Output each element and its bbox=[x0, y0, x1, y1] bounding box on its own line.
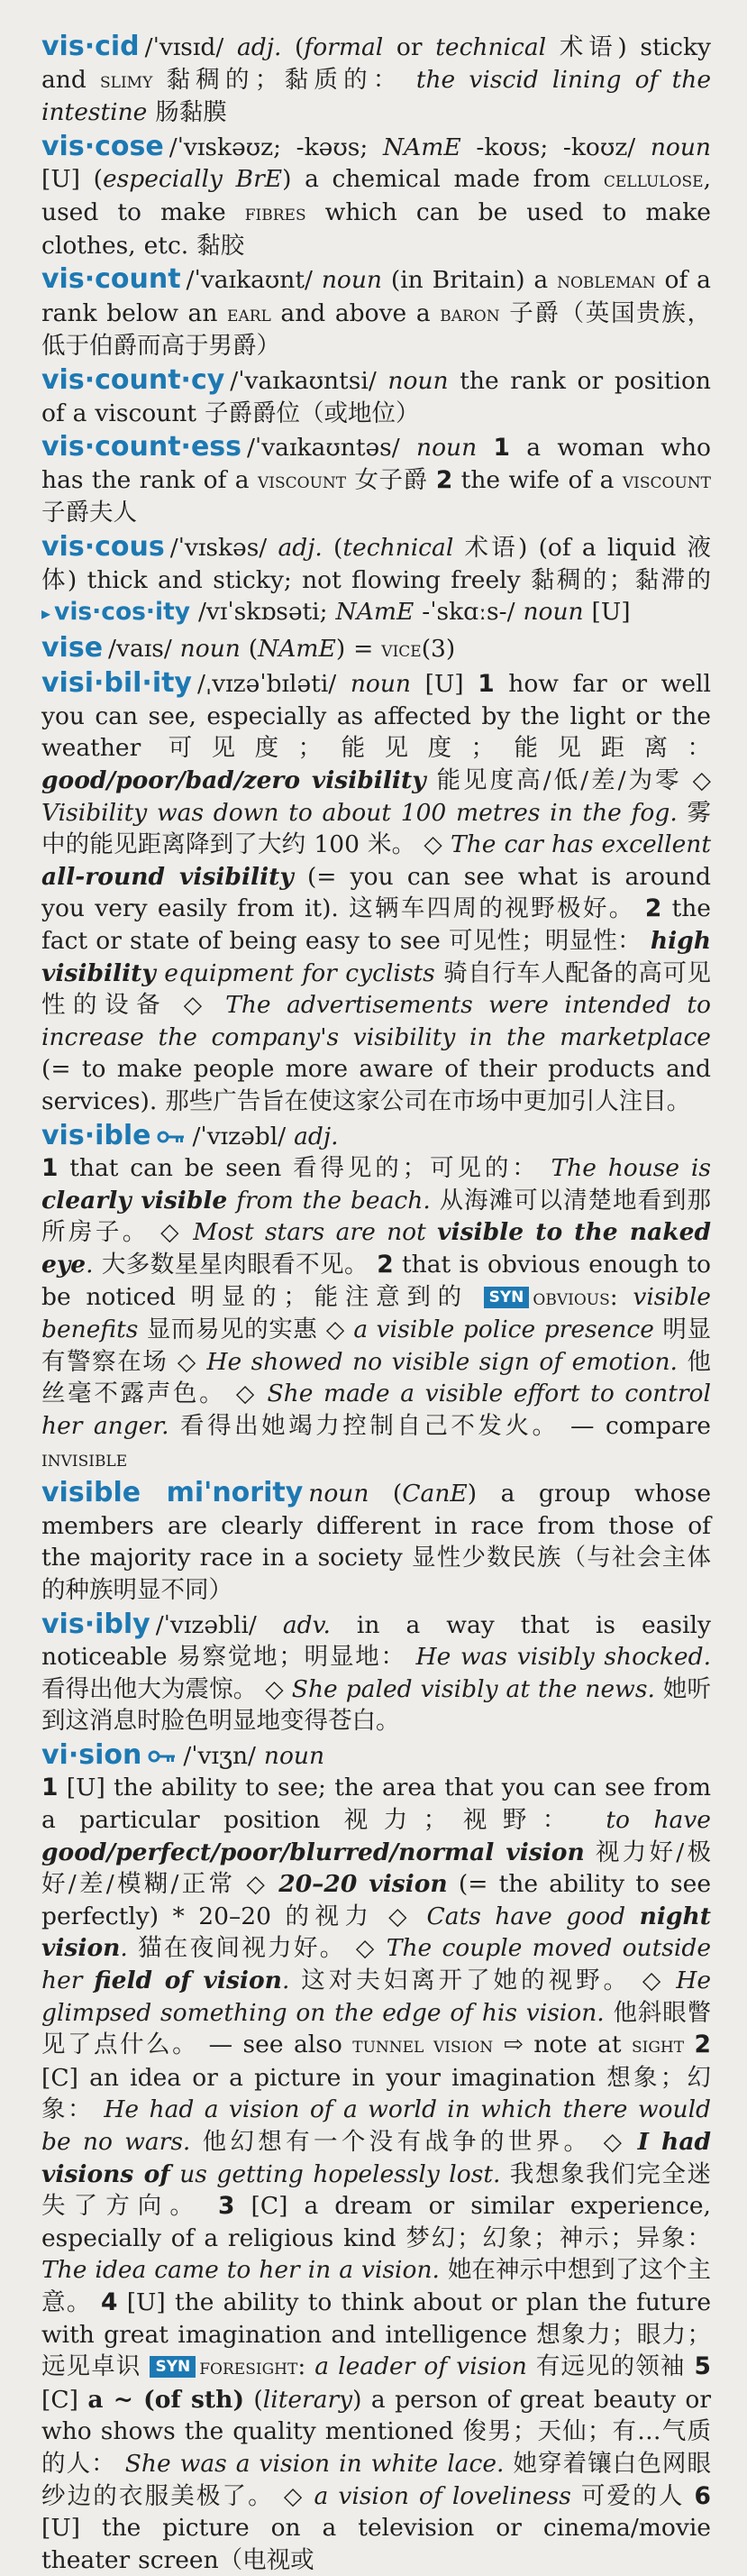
sense-number: 1 bbox=[493, 434, 510, 463]
cross-reference-text: cellulose bbox=[603, 167, 704, 193]
cross-reference-text: invisible bbox=[41, 1445, 128, 1471]
entry-text: 他幻想有一个没有战争的世界。 ◇ bbox=[190, 2128, 638, 2156]
entry-text bbox=[477, 434, 493, 462]
collocation-text: clearly visible bbox=[41, 1186, 228, 1215]
entry-text: ) a group whose members are clearly different in race from those of the majority race in a society 显性少数民族（与社会主体的种族明显不同） bbox=[41, 1480, 712, 1604]
headword: vise bbox=[41, 631, 104, 664]
italic-text: a leader of vision bbox=[314, 2352, 527, 2381]
italic-text: noun bbox=[308, 1480, 369, 1508]
entry-viscountcy bbox=[41, 364, 711, 429]
entry-text: /ˈvɪzəbl/ bbox=[192, 1122, 295, 1150]
italic-text: noun bbox=[650, 133, 711, 161]
entry-text: /vɪˈskɒsəti; bbox=[190, 598, 336, 627]
entry-visible bbox=[41, 1120, 711, 1476]
italic-text: He had a vision of a world in which there would be no wars. bbox=[41, 2095, 712, 2156]
entry-text: a woman who has the rank of a bbox=[41, 434, 711, 494]
entry-text: 术语) (of a liquid 液体) thick and sticky; not flowing freely 黏稠的；黏滞的 bbox=[41, 533, 712, 594]
italic-text: adj. bbox=[294, 1122, 339, 1150]
italic-text: adj. bbox=[278, 533, 323, 562]
cross-reference-text: obvious bbox=[533, 1284, 610, 1310]
italic-text: formal bbox=[304, 33, 384, 61]
italic-text: noun bbox=[416, 434, 478, 463]
italic-text: Most stars are not bbox=[193, 1218, 438, 1247]
italic-text: Visibility was down to about 100 metres in the fog. bbox=[41, 798, 678, 827]
entry-text: that can be seen 看得见的；可见的： bbox=[58, 1154, 540, 1183]
entry-text: , used to make bbox=[41, 165, 711, 226]
entry-text: 显而易见的实惠 ◇ bbox=[138, 1316, 354, 1344]
entry-text: 他斜眼瞥见了点什么。 — see also bbox=[41, 1998, 711, 2059]
entry-text: 她在神示中想到了这个主意。 bbox=[41, 2256, 711, 2316]
entry-text: ( bbox=[369, 1480, 403, 1508]
entry-text: 术语) sticky and bbox=[41, 33, 711, 94]
entry-text: /ˈvaɪkaʊntəs/ bbox=[247, 434, 416, 463]
cross-reference-text: viscount bbox=[258, 467, 347, 493]
entry-text: 明显有警察在场 ◇ bbox=[41, 1316, 711, 1376]
entry-text: ) a chemical made from bbox=[282, 165, 604, 194]
entry-text: /ˈvaɪkaʊntsi/ bbox=[230, 366, 388, 395]
sense-number: 4 bbox=[100, 2287, 118, 2316]
entry-text: 视力好/极好/差/模糊/正常 ◇ bbox=[41, 1838, 711, 1899]
entry-text: the fact or state of being easy to see 可见性；明显性： bbox=[41, 894, 711, 956]
entry-text: 子爵夫人 bbox=[41, 499, 137, 527]
entry-text: /ˈvɪzəbli/ bbox=[155, 1610, 283, 1639]
entry-text: which can be used to make clothes, etc. 黏胶 bbox=[41, 197, 711, 260]
collocation-text: I had visions of bbox=[41, 2128, 712, 2188]
key-icon bbox=[158, 1121, 185, 1135]
headword: vis·count·ess bbox=[41, 431, 241, 463]
cross-reference-text: slimy bbox=[100, 67, 153, 93]
italic-text: NAmE bbox=[335, 598, 414, 627]
entry-text: 我想象我们完全迷失了方向。 bbox=[41, 2159, 711, 2221]
entry-text: [C] bbox=[41, 2385, 88, 2414]
entry-text: ( bbox=[281, 33, 305, 61]
entry-text: ( bbox=[240, 634, 259, 663]
entry-text: 她穿着镶白色网眼纱边的衣服美极了。 ◇ bbox=[41, 2449, 711, 2510]
italic-text: noun bbox=[387, 366, 449, 395]
entry-viscose bbox=[41, 131, 711, 261]
italic-text: technical bbox=[435, 33, 547, 61]
italic-text: The couple moved outside her bbox=[41, 1934, 711, 1995]
headword: vis·count bbox=[41, 263, 181, 296]
collocation-text: all-round visibility bbox=[41, 862, 294, 891]
entry-text: how far or well you can see, especially as affected by the light or the weather 可见度；能见度；能见距离： bbox=[41, 670, 711, 763]
entry-text: 肠黏膜 bbox=[147, 98, 227, 127]
collocation-text: high visibility bbox=[41, 927, 711, 987]
entry-text: /vaɪs/ bbox=[108, 634, 180, 663]
italic-text: The advertisements were intended to increase the company's visibility in the marketplace bbox=[41, 991, 712, 1051]
entry-text: /ˈvɪskəs/ bbox=[169, 533, 278, 562]
collocation-text: field of vision bbox=[94, 1966, 282, 1995]
headword: vis·cid bbox=[41, 31, 140, 62]
entry-text: /ˌvɪzəˈbɪləti/ bbox=[197, 670, 351, 699]
headword: visible mi'nority bbox=[41, 1477, 304, 1509]
entry-viscous bbox=[41, 531, 711, 630]
entry-text: 他丝毫不露声色。 ◇ bbox=[41, 1347, 711, 1408]
italic-text: . bbox=[120, 1934, 128, 1963]
entry-text: -koʊs; -koʊz/ bbox=[460, 133, 651, 161]
italic-text: He was visibly shocked. bbox=[405, 1643, 711, 1672]
cross-reference-text: viscount bbox=[622, 467, 711, 493]
entry-text: (= the ability to see perfectly) * 20–20 的视力 ◇ bbox=[41, 1870, 712, 1930]
entry-text: /ˈvɪsɪd/ bbox=[144, 33, 237, 61]
entry-text: 看得出她竭力控制自己不发火。 — compare bbox=[169, 1411, 711, 1440]
entry-text: 可爱的人 bbox=[570, 2481, 695, 2510]
entry-text: /ˈvɪskəʊz; -kəʊs; bbox=[169, 133, 383, 161]
entry-text: 从海滩可以清楚地看到那所房子。 ◇ bbox=[41, 1186, 711, 1247]
entry-text: ( bbox=[243, 2385, 263, 2414]
italic-text: CanE bbox=[402, 1480, 468, 1508]
italic-text: He glimpsed something on the edge of his vision. bbox=[41, 1966, 711, 2027]
entry-text: 看得出他大为震惊。 ◇ bbox=[41, 1674, 292, 1703]
entry-visibility bbox=[41, 667, 711, 1117]
entry-text: ( bbox=[322, 533, 343, 562]
entry-text: of a rank below an bbox=[41, 266, 711, 327]
collocation-text: good/perfect/poor/blurred/normal vision bbox=[41, 1838, 585, 1866]
entry-text: (= you can see what is around you very easily from it). 这辆车四周的视野极好。 bbox=[41, 862, 711, 923]
entry-text: 骑自行车人配备的高可见性的设备 ◇ bbox=[41, 958, 711, 1020]
entry-text: [C] a dream or similar experience, especially of a religious kind 梦幻；幻象；神示；异象： bbox=[41, 2192, 711, 2252]
collocation-text: good/poor/bad/zero visibility bbox=[41, 766, 426, 795]
derivative-word: vis·cos·ity bbox=[54, 598, 191, 627]
italic-text: noun bbox=[263, 1741, 325, 1770]
entry-text: [U] the picture on a television or cinema/movie theater screen（电视或 bbox=[41, 2514, 711, 2574]
entry-text: ) a person of great beauty or who shows the quality mentioned 俊男；天仙；有…气质的人： bbox=[41, 2385, 711, 2478]
collocation-text: 20–20 vision bbox=[278, 1870, 448, 1899]
entry-text: : bbox=[609, 1282, 633, 1311]
cross-reference-text: nobleman bbox=[557, 268, 656, 294]
italic-text: NAmE bbox=[258, 634, 336, 663]
italic-text: adj. bbox=[236, 33, 282, 61]
entry-text: [U] ( bbox=[41, 165, 103, 194]
cross-reference-text: baron bbox=[440, 300, 500, 326]
entry-text: -ˈskɑːs-/ bbox=[414, 598, 524, 627]
entry-text: or bbox=[383, 33, 436, 61]
entry-text: 女子爵 bbox=[346, 465, 436, 494]
italic-text: noun bbox=[179, 634, 241, 663]
key-icon bbox=[149, 1740, 176, 1755]
headword: vis·cose bbox=[41, 130, 164, 162]
sense-number: 2 bbox=[377, 1250, 394, 1279]
italic-text: The idea came to her in a vision. bbox=[41, 2256, 440, 2285]
italic-text: noun bbox=[523, 598, 584, 627]
entry-text: [U] bbox=[583, 598, 631, 627]
entry-text: 猫在夜间视力好。 ◇ bbox=[127, 1934, 387, 1963]
headword: vis·count·cy bbox=[41, 363, 225, 396]
entry-viscountess bbox=[41, 431, 711, 529]
italic-text: to have bbox=[581, 1806, 711, 1835]
entry-text: ⇨ note at bbox=[493, 2031, 632, 2059]
derivative-marker: ▸ bbox=[41, 602, 51, 625]
italic-text: He showed no visible sign of emotion. bbox=[206, 1347, 678, 1376]
entry-vision bbox=[41, 1739, 711, 2576]
italic-text: She made a visible effort to control her anger. bbox=[41, 1380, 711, 1440]
sense-number: 5 bbox=[694, 2352, 711, 2381]
entry-viscount bbox=[41, 263, 711, 362]
headword: visi·bil·ity bbox=[41, 667, 192, 700]
entry-vise bbox=[41, 632, 711, 666]
italic-text: the viscid lining of the intestine bbox=[41, 65, 711, 127]
italic-text: She paled visibly at the news. bbox=[291, 1674, 655, 1703]
entry-text: : bbox=[297, 2352, 315, 2381]
entry-visible_minority bbox=[41, 1477, 711, 1606]
entry-text: [U] the ability to see; the area that you can see from a particular position 视力；视野： bbox=[41, 1774, 711, 1835]
italic-text: The car has excellent bbox=[451, 830, 711, 859]
entry-text: [U] bbox=[411, 670, 478, 699]
entry-text: [U] the ability to think about or plan the future with great imagination and intelligence 想象力；眼力；远见卓识 bbox=[41, 2287, 711, 2381]
cross-reference-text: vice bbox=[381, 636, 422, 662]
italic-text: equipment for cyclists bbox=[155, 958, 435, 987]
sense-number: 6 bbox=[694, 2481, 711, 2510]
entry-text: (3) bbox=[421, 634, 456, 663]
entry-text bbox=[684, 2031, 694, 2058]
italic-text: us getting hopelessly lost. bbox=[169, 2159, 501, 2188]
italic-text: NAmE bbox=[382, 133, 461, 161]
sense-number: 1 bbox=[41, 1774, 59, 1802]
entry-text: 能见度高/低/差/为零 ◇ bbox=[425, 766, 712, 795]
sense-number: 3 bbox=[218, 2192, 235, 2221]
italic-text: . bbox=[86, 1250, 94, 1279]
sense-number: 2 bbox=[644, 894, 662, 923]
entry-text: (= to make people more aware of their products and services). 那些广告旨在使这家公司在市场中更加引人注目。 bbox=[41, 1055, 711, 1115]
collocation-text: night vision bbox=[41, 1902, 711, 1963]
italic-text: adv. bbox=[282, 1610, 331, 1639]
cross-reference-text: foresight bbox=[199, 2354, 298, 2380]
entry-text: /ˈvaɪkaʊnt/ bbox=[186, 266, 322, 295]
cross-reference-text: fibres bbox=[244, 199, 306, 225]
synonym-badge: SYN bbox=[150, 2356, 196, 2378]
sense-number: 1 bbox=[478, 670, 495, 699]
sense-number: 1 bbox=[41, 1154, 59, 1183]
entry-text: the rank or position of a viscount 子爵爵位（或地位） bbox=[41, 366, 711, 427]
entry-text: /ˈvɪʒn/ bbox=[183, 1741, 264, 1770]
entry-text: the wife of a bbox=[452, 465, 623, 494]
italic-text: The house is bbox=[539, 1154, 711, 1183]
italic-text: from the beach. bbox=[227, 1186, 431, 1215]
entry-text: 这对夫妇离开了她的视野。 ◇ bbox=[289, 1966, 677, 1995]
entry-text: 有远见的领袖 bbox=[526, 2352, 695, 2381]
italic-text: noun bbox=[350, 670, 411, 699]
entry-text: that is obvious enough to be noticed 明显的；能注意到的 bbox=[41, 1250, 711, 1311]
cross-reference-text: sight bbox=[631, 2032, 685, 2058]
entry-text: 雾中的能见距离降到了大约 100 米。 ◇ bbox=[41, 798, 711, 859]
italic-text: noun bbox=[321, 266, 382, 295]
entry-text: ) = bbox=[335, 634, 382, 663]
italic-text: She was a vision in white lace. bbox=[115, 2449, 505, 2478]
italic-text: Cats have good bbox=[426, 1902, 640, 1930]
italic-text: a vision of loveliness bbox=[314, 2481, 571, 2510]
entry-text: in a way that is easily noticeable 易察觉地；明显地： bbox=[41, 1610, 712, 1672]
entry-text: and above a bbox=[270, 298, 441, 327]
headword: vis·ibly bbox=[41, 1608, 150, 1640]
entry-text: [C] an idea or a picture in your imagination 想象；幻象： bbox=[41, 2063, 711, 2124]
bold-text: a ~ (of sth) bbox=[87, 2385, 244, 2414]
sense-number: 2 bbox=[435, 465, 453, 494]
headword: vis·cous bbox=[41, 530, 165, 563]
entry-text: 黏稠的；黏质的： bbox=[152, 65, 403, 94]
entry-text: 大多数星星肉眼看不见。 bbox=[93, 1250, 378, 1279]
synonym-badge: SYN bbox=[484, 1287, 530, 1308]
entry-visibly bbox=[41, 1609, 711, 1737]
collocation-text: visible to the naked eye bbox=[41, 1218, 711, 1279]
entry-viscid bbox=[41, 31, 711, 129]
sense-number: 2 bbox=[694, 2031, 711, 2059]
italic-text: visible benefits bbox=[41, 1282, 711, 1344]
italic-text: . bbox=[281, 1966, 290, 1995]
headword: vi·sion bbox=[41, 1738, 142, 1771]
entry-text: 她听到这消息时脸色明显地变得苍白。 bbox=[41, 1674, 711, 1736]
italic-text: a visible police presence bbox=[353, 1316, 654, 1344]
entry-text: (in Britain) a bbox=[381, 266, 558, 295]
italic-text: literary bbox=[262, 2385, 353, 2414]
entry-text: 子爵（英国贵族，低于伯爵而高于男爵） bbox=[41, 298, 711, 361]
headword: vis·ible bbox=[41, 1119, 151, 1151]
cross-reference-text: tunnel vision bbox=[352, 2032, 494, 2058]
italic-text: technical bbox=[342, 533, 454, 562]
italic-text: especially BrE bbox=[103, 165, 283, 194]
cross-reference-text: earl bbox=[227, 300, 271, 326]
